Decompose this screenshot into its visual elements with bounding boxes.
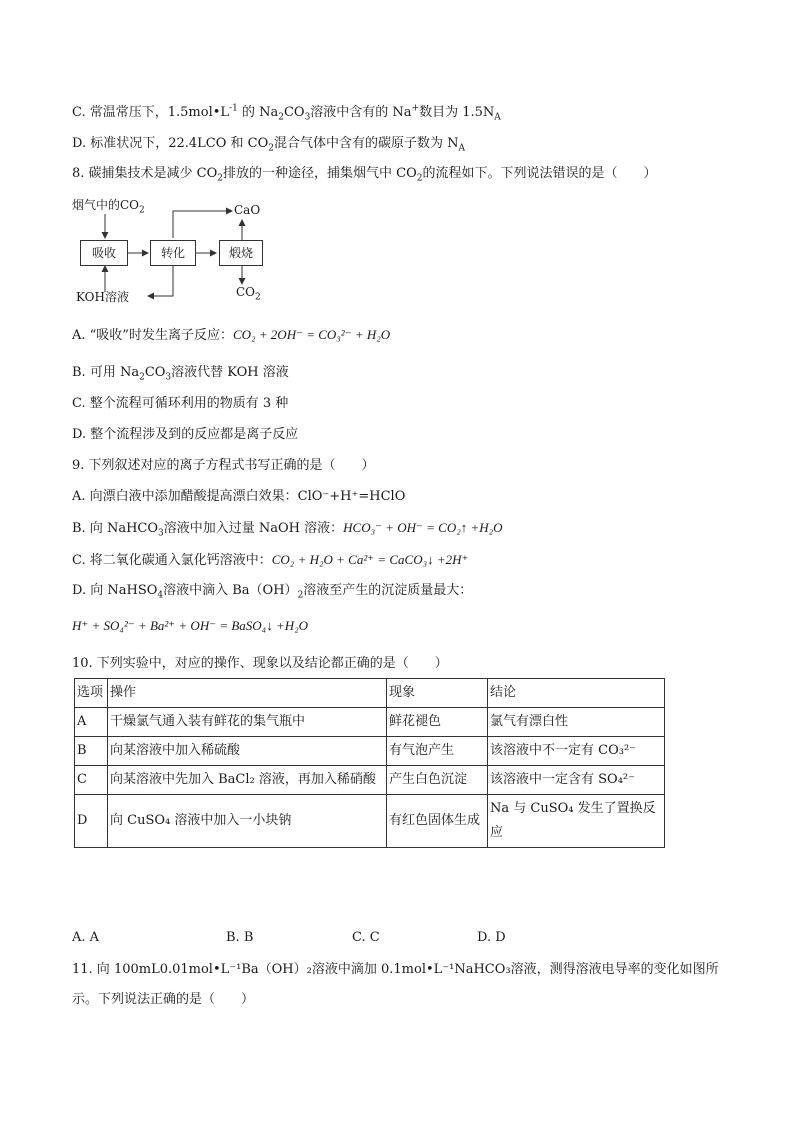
co2-out-label: $CO_2$ (236, 285, 261, 303)
flue-gas-label: 烟气中的$CO_2$ (72, 198, 145, 216)
q7-option-d: D. 标准状况下，22.4LCO 和 $CO_2$混合气体中含有的碳原子数为 $N_A$ (72, 136, 466, 154)
cell-operation: 向某溶液中加入稀硫酸 (108, 737, 387, 766)
q8-option-a: A. “吸收”时发生离子反应：CO₂ + 2OH⁻ = CO₃²⁻ + H₂O (72, 327, 391, 343)
q8-option-c: C. 整个流程可循环利用的物质有 3 种 (72, 396, 289, 411)
q8-stem: 8. 碳捕集技术是减少 $CO_2$排放的一种途径，捕集烟气中 $CO_2$的流程如下。下列说法错误的是（ ） (72, 166, 657, 184)
q10-option-a: A. A (72, 930, 100, 945)
q10-option-c: C. C (352, 930, 380, 945)
q9-option-a: A. 向漂白液中添加醋酸提高漂白效果：ClO⁻+H⁺=HClO (72, 489, 406, 504)
q11-stem-line2: 示。下列说法正确的是（ ） (72, 992, 255, 1007)
cell-phenomenon: 有红色固体生成 (387, 795, 488, 848)
convert-box: 转化 (150, 240, 196, 266)
q10-option-d: D. D (477, 930, 506, 945)
cell-option: C (75, 766, 108, 795)
q9-option-d-equation: H⁺ + SO₄²⁻ + Ba²⁺ + OH⁻ = BaSO₄↓ +H₂O (72, 618, 309, 633)
absorb-box: 吸收 (80, 240, 128, 266)
cell-option: A (75, 708, 108, 737)
cell-phenomenon: 产生白色沉淀 (387, 766, 488, 795)
cell-option: D (75, 795, 108, 848)
q9-option-b: B. 向 NaHCO$_3$溶液中加入过量 NaOH 溶液：HCO₃⁻ + OH⁻ = CO₂↑ +H₂O (72, 520, 503, 539)
carbon-capture-flow-diagram (70, 196, 300, 308)
cell-conclusion: 氯气有漂白性 (488, 708, 665, 737)
cell-operation: 干燥氯气通入装有鲜花的集气瓶中 (108, 708, 387, 737)
koh-label: KOH溶液 (76, 290, 129, 304)
q11-stem-line1: 11. 向 100mL0.01mol•L⁻¹Ba（OH）₂溶液中滴加 0.1mol•L⁻¹NaHCO₃溶液，测得溶液电导率的变化如图所 (72, 962, 719, 977)
cao-label: CaO (234, 203, 261, 217)
table-row (75, 737, 665, 766)
table-row (75, 708, 665, 737)
q10-option-b: B. B (226, 930, 254, 945)
calcine-box: 煅烧 (219, 240, 263, 266)
q8-option-d: D. 整个流程涉及到的反应都是离子反应 (72, 427, 299, 442)
q10-experiment-table (74, 678, 665, 848)
header-operation: 操作 (108, 679, 387, 708)
table-row (75, 766, 665, 795)
q9-option-c: C. 将二氧化碳通入氯化钙溶液中：CO₂ + H₂O + Ca²⁺ = CaCO₃↓ +2H⁺ (72, 552, 469, 568)
cell-conclusion: 该溶液中一定含有 SO₄²⁻ (488, 766, 665, 795)
table-row (75, 795, 665, 848)
cell-conclusion: 该溶液中不一定有 CO₃²⁻ (488, 737, 665, 766)
q9-stem: 9. 下列叙述对应的离子方程式书写正确的是（ ） (72, 458, 375, 473)
header-conclusion: 结论 (488, 679, 665, 708)
q10-stem: 10. 下列实验中，对应的操作、现象以及结论都正确的是（ ） (72, 656, 448, 671)
cell-operation: 向某溶液中先加入 BaCl₂ 溶液，再加入稀硝酸 (108, 766, 387, 795)
q9-option-d: D. 向 NaHSO$_4$溶液中滴入 $Ba(OH)_2$溶液至产生的沉淀质量最大： (72, 583, 473, 601)
cell-conclusion: Na 与 CuSO₄ 发生了置换反应 (488, 795, 665, 848)
cell-phenomenon: 有气泡产生 (387, 737, 488, 766)
q7-option-c: C. 常温常压下，$1.5mol•L^{-1}$ 的 $Na_2CO_3$溶液中含有的 Na+数目为 $1.5N_A$ (72, 103, 501, 123)
cell-option: B (75, 737, 108, 766)
table-header-row (75, 679, 665, 708)
cell-phenomenon: 鲜花褪色 (387, 708, 488, 737)
cell-operation: 向 CuSO₄ 溶液中加入一小块钠 (108, 795, 387, 848)
q8-option-b: B. 可用 $Na_2CO_3$溶液代替 KOH 溶液 (72, 365, 289, 383)
header-phenomenon: 现象 (387, 679, 488, 708)
header-option: 选项 (75, 679, 108, 708)
